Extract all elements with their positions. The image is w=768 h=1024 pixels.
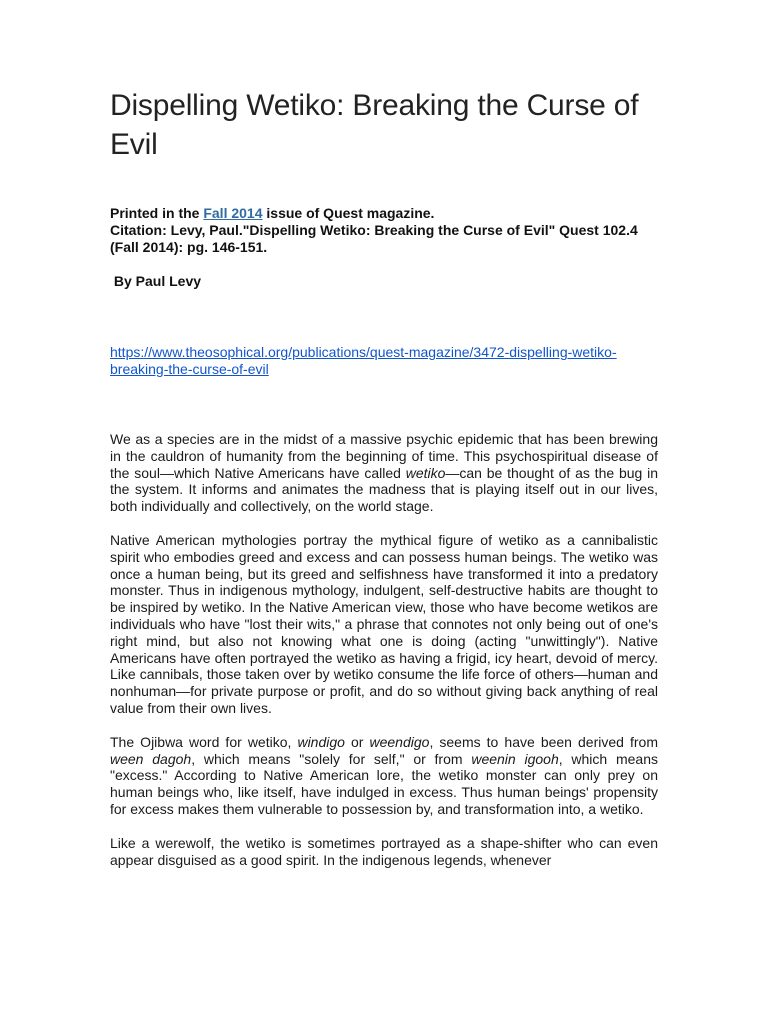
paragraph-1-text-b: —can be thought of as the bug in the system. It informs and animates the madness that is playing itself out in our lives, both individually and collectively, on the world stage. [110,464,658,515]
paragraph-3-text-c: , seems to have been derived from [429,733,658,750]
printed-prefix: Printed in the [110,205,204,221]
paragraph-3-text-b: or [344,733,370,750]
paragraph-3-text-d: , which means "solely for self," or from [191,750,472,767]
paragraph-3-italic-ween-dagoh: ween dagoh [110,750,192,767]
paragraph-1 [110,431,658,515]
publication-info [110,205,658,256]
printed-line [110,205,658,222]
citation: Citation: Levy, Paul."Dispelling Wetiko: Breaking the Curse of Evil" Quest 102.4 (Fall 2014): pg. 146-151. [110,222,638,255]
document-page [110,0,658,885]
paragraph-4: Like a werewolf, the wetiko is sometimes portrayed as a shape-shifter who can even appear disguised as a good spirit. In the indigenous legends, whenever [110,834,658,868]
paragraph-3-italic-windigo: windigo [297,733,345,750]
paragraph-2: Native American mythologies portray the mythical figure of wetiko as a cannibalistic spirit who embodies greed and excess and can possess human beings. The wetiko was once a human being, but its greed and selfishness have transformed it into a predatory monster. Thus in indigenous mythology, indulgent, self-destructive habits are thought to be inspired by wetiko. In the Native American view, those who have become wetikos are individuals who have "lost their wits," a phrase that connotes not only being out of one's right mind, but also not knowing what one is doing (acting "unwittingly"). Native Americans have often portrayed the wetiko as having a frigid, icy heart, devoid of mercy. Like cannibals, those taken over by wetiko consume the life force of others—human and nonhuman—for private purpose or profit, and do so without giving back anything of real value from their own lives. [110,531,658,716]
article-url-link[interactable]: https://www.theosophical.org/publications/quest-magazine/3472-dispelling-wetiko-breaking-the-curse-of-evil [110,344,617,377]
issue-link[interactable]: Fall 2014 [203,205,263,221]
paragraph-1-text-a: We as a species are in the midst of a massive psychic epidemic that has been brewing in the cauldron of humanity from the beginning of time. This psychospiritual disease of the soul—which Native Americans have called [110,431,658,481]
byline: By Paul Levy [110,273,202,289]
paragraph-3-text-a: The Ojibwa word for wetiko, [110,733,298,750]
printed-suffix: issue of Quest magazine. [262,205,435,221]
paragraph-3-italic-weendigo: weendigo [369,733,430,750]
paragraph-3-italic-weenin-igooh: weenin igooh [471,750,559,767]
paragraph-1-italic-wetiko: wetiko [405,464,446,481]
paragraph-3-text-e: , which means "excess." According to Native American lore, the wetiko monster can only prey on human beings who, like itself, have indulged in excess. Thus human beings' propensity for excess makes them vulnerable to possession by, and transformation into, a wetiko. [110,750,658,817]
article-body [110,431,658,868]
document-title: Dispelling Wetiko: Breaking the Curse of Evil [110,89,639,161]
paragraph-3 [110,734,658,818]
